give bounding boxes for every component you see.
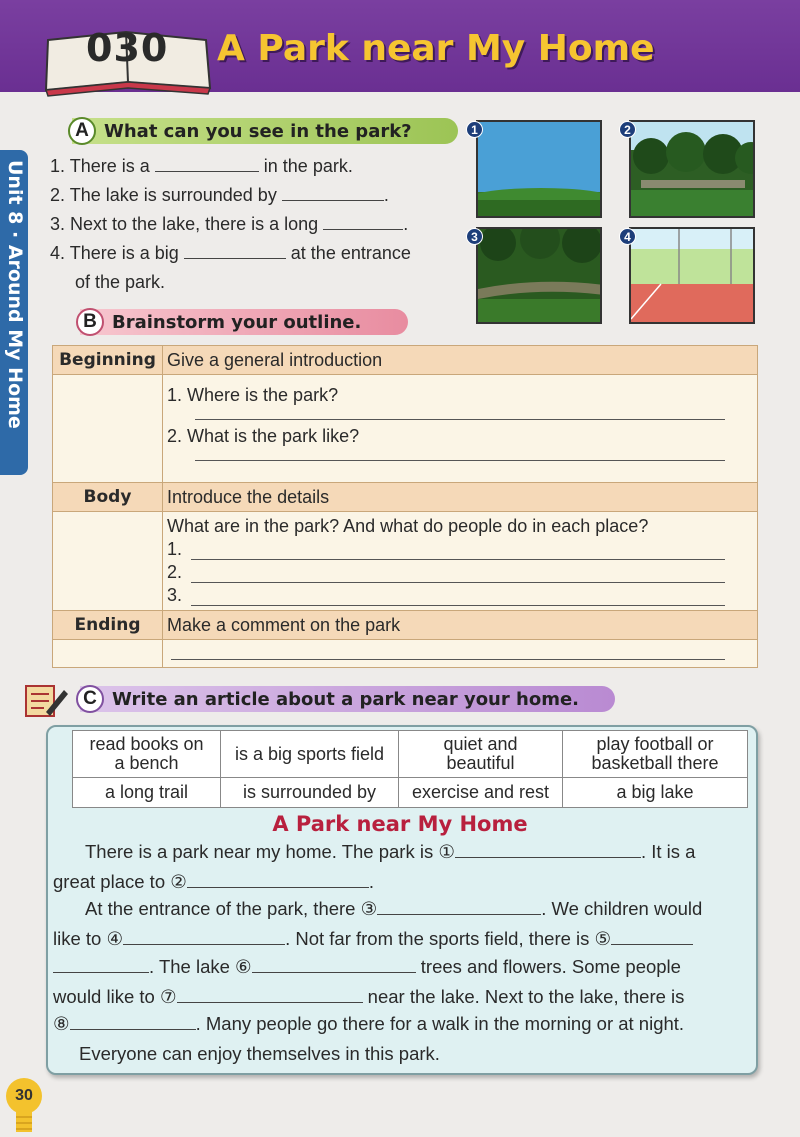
answer-blank-4[interactable]: [184, 245, 286, 259]
question-2: 2. The lake is surrounded by .: [50, 185, 389, 205]
article-title: A Park near My Home: [272, 812, 528, 836]
article-line-5: . The lake ⑥ trees and flowers. Some people: [53, 956, 681, 978]
section-a-heading: What can you see in the park?: [104, 120, 412, 142]
outline-writing-line[interactable]: [191, 589, 725, 606]
outline-body-text: Introduce the details: [163, 483, 758, 512]
article-line-7: ⑧ . Many people go there for a walk in the morning or at night.: [53, 1013, 685, 1034]
word-bank-cell: read books on a bench: [73, 731, 221, 778]
word-bank-cell: quiet and beautiful: [399, 731, 563, 778]
section-c-heading: Write an article about a park near your home.: [112, 688, 579, 710]
outline-beginning-q1: 1. Where is the park?: [167, 385, 339, 405]
outline-writing-line[interactable]: [195, 406, 725, 420]
unit-side-tab-label: Unit 8 · Around My Home: [4, 160, 26, 429]
picture-sports-field: [629, 227, 755, 324]
picture-badge-4: 4: [619, 228, 636, 245]
answer-blank-3[interactable]: [323, 216, 403, 230]
writing-pencil-icon: [24, 682, 68, 720]
outline-label-body: Body: [53, 483, 163, 512]
section-c-banner: [80, 686, 615, 712]
question-3: 3. Next to the lake, there is a long .: [50, 214, 409, 234]
article-blank-4[interactable]: [123, 929, 285, 945]
section-a-letter: A: [68, 117, 96, 145]
answer-blank-1[interactable]: [155, 158, 259, 172]
line-number: 2.: [167, 562, 183, 582]
article-blank-3[interactable]: [377, 899, 541, 915]
outline-label-beginning: Beginning: [53, 346, 163, 375]
picture-trail: [476, 227, 602, 324]
article-line-6: would like to ⑦ near the lake. Next to the lake, there is: [53, 986, 685, 1007]
section-c-letter: C: [76, 685, 104, 713]
outline-table: [52, 345, 758, 668]
article-blank-6[interactable]: [252, 957, 416, 973]
article-blank-7[interactable]: [177, 987, 363, 1003]
section-b-letter: B: [76, 308, 104, 336]
line-number: 3.: [167, 585, 183, 605]
section-b-heading: Brainstorm your outline.: [112, 311, 362, 333]
outline-writing-line[interactable]: [195, 447, 725, 461]
picture-trees: [629, 120, 755, 218]
outline-beginning-q2: 2. What is the park like?: [167, 426, 360, 446]
outline-body-question: What are in the park? And what do people do in each place?: [167, 516, 649, 536]
picture-badge-2: 2: [619, 121, 636, 138]
word-bank-cell: a big lake: [563, 778, 748, 808]
article-blank-5[interactable]: [611, 929, 693, 945]
section-b-banner: [80, 309, 408, 335]
word-bank-cell: is a big sports field: [221, 731, 399, 778]
answer-blank-2[interactable]: [282, 187, 384, 201]
picture-lake: [476, 120, 602, 218]
picture-badge-3: 3: [466, 228, 483, 245]
picture-badge-1: 1: [466, 121, 483, 138]
article-line-8: Everyone can enjoy themselves in this park.: [79, 1043, 440, 1064]
outline-writing-line[interactable]: [191, 543, 725, 560]
article-blank-8[interactable]: [70, 1014, 196, 1030]
word-bank-cell: play football or basketball there: [563, 731, 748, 778]
article-line-3: At the entrance of the park, there ③ . We children would: [85, 898, 703, 919]
unit-side-tab: [0, 150, 28, 475]
word-bank-cell: a long trail: [73, 778, 221, 808]
outline-ending-text: Make a comment on the park: [163, 611, 758, 640]
page-title: A Park near My Home: [217, 28, 655, 69]
word-bank-table: [72, 730, 748, 808]
article-line-4: like to ④ . Not far from the sports field, there is ⑤: [53, 928, 693, 950]
page-number: 30: [6, 1078, 42, 1114]
section-a-banner: [72, 118, 458, 144]
article-line-1: There is a park near my home. The park is ① . It is a: [85, 841, 696, 862]
question-4: 4. There is a big at the entrance: [50, 243, 411, 263]
article-line-2: great place to ② .: [53, 871, 374, 892]
outline-writing-line[interactable]: [171, 640, 725, 660]
line-number: 1.: [167, 539, 183, 559]
outline-beginning-text: Give a general introduction: [163, 346, 758, 375]
question-1: 1. There is a in the park.: [50, 156, 353, 176]
word-bank-cell: exercise and rest: [399, 778, 563, 808]
article-blank-2[interactable]: [187, 872, 369, 888]
outline-writing-line[interactable]: [191, 566, 725, 583]
lightbulb-base-icon: [16, 1112, 32, 1132]
lesson-number: 030: [86, 26, 169, 70]
article-blank-1[interactable]: [455, 842, 641, 858]
article-blank-5-cont[interactable]: [53, 957, 149, 973]
word-bank-cell: is surrounded by: [221, 778, 399, 808]
question-4-continued: of the park.: [75, 272, 166, 292]
outline-label-ending: Ending: [53, 611, 163, 640]
